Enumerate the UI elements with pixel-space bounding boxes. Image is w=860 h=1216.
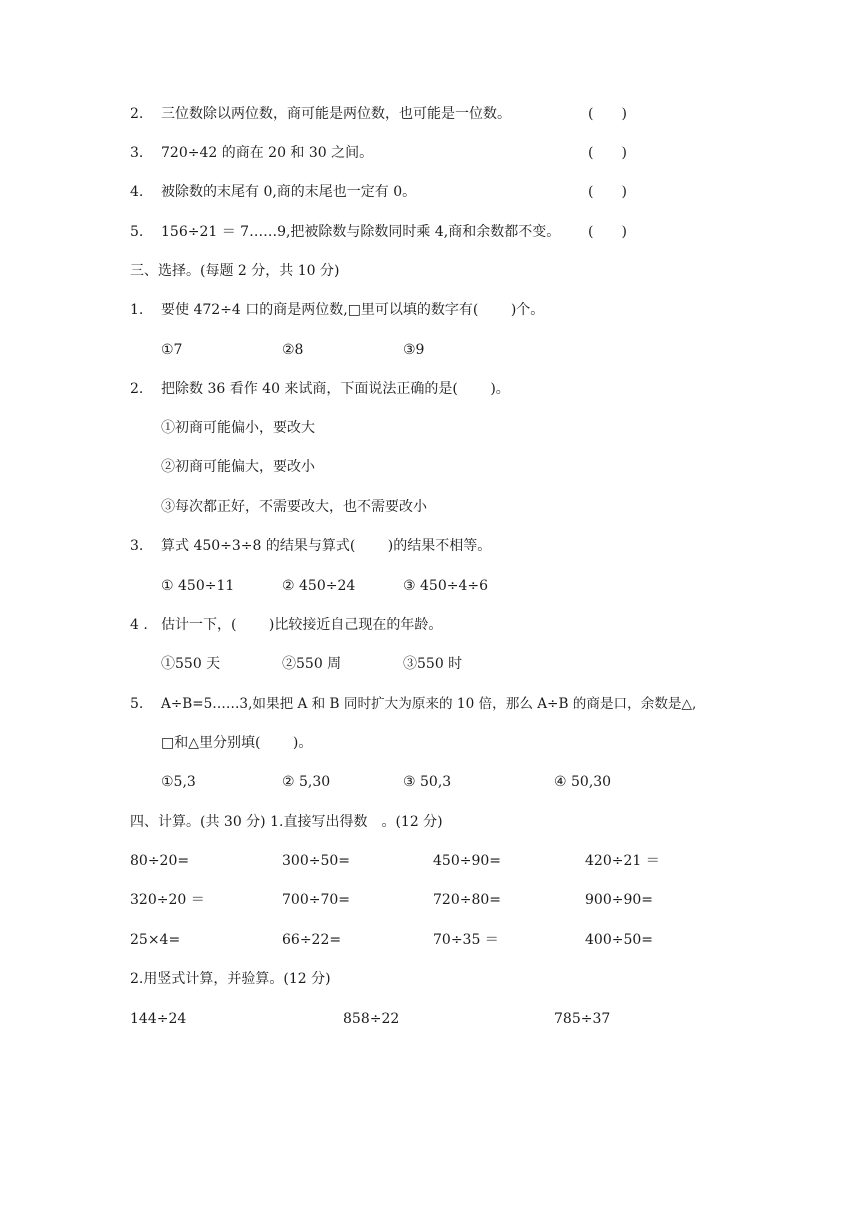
answer-blank: ( ) xyxy=(588,224,627,240)
calc-problem: 450÷90= xyxy=(433,853,501,869)
sub-heading-vertical-calc: 2.用竖式计算，并验算。(12 分) xyxy=(130,971,331,987)
item-number: 4. xyxy=(130,184,144,200)
question-text: 把除数 36 看作 40 来试商，下面说法正确的是( )。 xyxy=(161,381,510,397)
option: ②8 xyxy=(282,342,304,358)
option: ② 5,30 xyxy=(282,774,331,790)
item-number: 1. xyxy=(130,302,144,318)
item-number: 2. xyxy=(130,106,144,122)
item-text: 被除数的末尾有 0,商的末尾也一定有 0。 xyxy=(161,184,417,200)
option: ③9 xyxy=(403,342,425,358)
option: ③ 450÷4÷6 xyxy=(403,578,488,594)
item-text: 三位数除以两位数，商可能是两位数，也可能是一位数。 xyxy=(161,106,511,122)
question-text: A÷B=5……3,如果把 A 和 B 同时扩大为原来的 10 倍，那么 A÷B 的商是口，余数是△, xyxy=(161,696,697,712)
calc-problem: 320÷20 ＝ xyxy=(130,892,205,908)
option: ①初商可能偏小，要改大 xyxy=(161,420,315,436)
option: ①550 天 xyxy=(161,656,221,672)
calc-problem: 900÷90= xyxy=(585,892,653,908)
question-text: 算式 450÷3÷8 的结果与算式( )的结果不相等。 xyxy=(161,538,492,554)
option: ④ 50,30 xyxy=(554,774,612,790)
item-number: 3. xyxy=(130,145,144,161)
calc-problem: 25×4= xyxy=(130,932,181,948)
calc-problem: 720÷80= xyxy=(433,892,501,908)
item-number: 5. xyxy=(130,696,144,712)
calc-problem: 420÷21 ＝ xyxy=(585,853,660,869)
item-text: 156÷21 ＝ 7……9,把被除数与除数同时乘 4,商和余数都不变。 xyxy=(161,224,561,240)
calc-problem: 144÷24 xyxy=(130,1011,187,1027)
option: ③ 50,3 xyxy=(403,774,452,790)
calc-problem: 700÷70= xyxy=(282,892,350,908)
option: ③550 时 xyxy=(403,656,463,672)
item-number: 5. xyxy=(130,224,144,240)
answer-blank: ( ) xyxy=(588,184,627,200)
calc-problem: 858÷22 xyxy=(343,1011,400,1027)
option: ②550 周 xyxy=(282,656,342,672)
item-number: 3. xyxy=(130,538,144,554)
option: ② 450÷24 xyxy=(282,578,356,594)
option: ① 450÷11 xyxy=(161,578,235,594)
option: ②初商可能偏大，要改小 xyxy=(161,459,315,475)
question-text: 估计一下，( )比较接近自己现在的年龄。 xyxy=(161,617,443,633)
calc-problem: 80÷20= xyxy=(130,853,190,869)
section-heading-choice: 三、选择。(每题 2 分，共 10 分) xyxy=(130,263,340,279)
question-text-continued: □和△里分别填( )。 xyxy=(161,735,313,751)
option: ③每次都正好，不需要改大，也不需要改小 xyxy=(161,499,427,515)
calc-problem: 400÷50= xyxy=(585,932,653,948)
calc-problem: 66÷22= xyxy=(282,932,342,948)
option: ①5,3 xyxy=(161,774,196,790)
item-text: 720÷42 的商在 20 和 30 之间。 xyxy=(161,145,374,161)
calc-problem: 70÷35 ＝ xyxy=(433,932,499,948)
calc-problem: 300÷50= xyxy=(282,853,350,869)
answer-blank: ( ) xyxy=(588,145,627,161)
item-number: 2. xyxy=(130,381,144,397)
calc-problem: 785÷37 xyxy=(554,1011,611,1027)
section-heading-calc: 四、计算。(共 30 分) 1.直接写出得数 。(12 分) xyxy=(130,814,443,830)
question-text: 要使 472÷4 口的商是两位数,□里可以填的数字有( )个。 xyxy=(161,302,545,318)
option: ①7 xyxy=(161,342,183,358)
item-number: 4 . xyxy=(130,617,148,633)
answer-blank: ( ) xyxy=(588,106,627,122)
